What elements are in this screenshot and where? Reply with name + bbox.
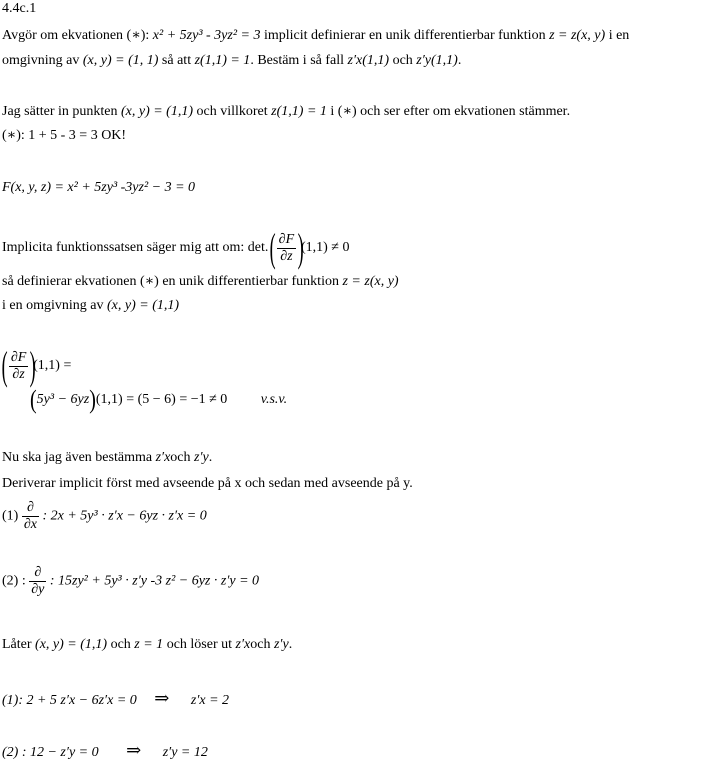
denominator: ∂z [12, 366, 25, 382]
text: i en [605, 28, 630, 43]
vsv: v.s.v. [260, 392, 288, 408]
equation-2 [2, 565, 259, 605]
zy: z′y(1,1) [416, 53, 458, 68]
zy: z′y [194, 450, 209, 465]
text: i en omgivning av [2, 298, 107, 313]
z-value: z = 1 [134, 637, 164, 652]
zy: z′y [273, 637, 289, 652]
ift-line-2 [2, 274, 399, 290]
right-paren: ) [29, 343, 36, 388]
condition: z(1,1) = 1 [271, 104, 327, 119]
lhs: (1): 2 + 5 z′x − 6z′x = 0 [2, 693, 137, 708]
zx: z′x(1,1) [347, 53, 390, 68]
ift-line-1 [2, 225, 350, 272]
numerator: ∂F [278, 231, 295, 247]
ift-line-3 [2, 298, 179, 314]
rhs: z′y = 12 [162, 745, 208, 760]
text: och [389, 53, 417, 68]
text: och löser ut [163, 637, 236, 652]
text: Jag sätter in punkten [2, 104, 121, 119]
lhs: (2) : 12 − z′y = 0 [2, 745, 99, 760]
function: z = z(x, y) [342, 274, 399, 289]
label: (1) [2, 508, 22, 524]
left-paren: ( [1, 343, 8, 388]
denominator: ∂z [280, 248, 293, 264]
label: (2) : [2, 573, 30, 589]
text: Implicita funktionssatsen säger mig att om: det. [2, 240, 272, 255]
check-line-1 [2, 104, 570, 120]
text: (1,1) ≠ 0 [300, 240, 350, 255]
solution-2 [2, 742, 208, 761]
point: (x, y) = (1,1) [35, 637, 108, 652]
text: (1,1) = (5 − 6) = −1 ≠ 0 [95, 392, 228, 408]
rhs: z′x = 2 [190, 693, 230, 708]
zx: z′x [235, 637, 251, 652]
equation: x² + 5zy³ - 3yz² = 3 [152, 28, 261, 43]
text: Låter [2, 637, 36, 652]
text: så att [158, 53, 195, 68]
numerator: ∂ [22, 500, 39, 517]
text: Avgör om ekvationen ( [2, 28, 132, 43]
F-definition: F(x, y, z) = x² + 5zy³ -3yz² − 3 = 0 [2, 180, 196, 195]
text: ) och ser efter om ekvationen stämmer. [351, 104, 571, 119]
expression: 5y³ − 6yz [36, 392, 90, 408]
denominator: ∂y [31, 582, 45, 597]
point: (x, y) = (1,1) [120, 104, 194, 119]
star-symbol: ∗ [144, 274, 155, 289]
denominator: ∂x [23, 517, 37, 532]
text: implicit definierar en unik differentierbar funktion [260, 28, 550, 43]
check-line-2: (∗): 1 + 5 - 3 = 3 OK! [2, 128, 127, 143]
text: . [208, 450, 213, 465]
nu-line-1 [2, 450, 212, 466]
partial-line-2 [30, 385, 288, 415]
text: omgivning av [2, 53, 83, 68]
problem-line-2 [2, 53, 461, 69]
nu-line-2: Deriverar implicit först med avseende på x och sedan med avseende på y. [2, 476, 413, 491]
text: . [457, 53, 462, 68]
point: (x, y) = (1, 1) [82, 53, 159, 68]
right-paren: ) [297, 225, 304, 270]
derivative-operator [29, 565, 46, 598]
implies-arrow: ⇒ [154, 688, 170, 708]
star-symbol: ∗ [6, 128, 17, 143]
right-paren: ) [89, 385, 96, 415]
equation-body: : 15zy² + 5y³ · z′y -3 z² − 6yz · z′y = 0 [49, 573, 260, 589]
partial-fraction [277, 232, 296, 265]
partial-fraction [9, 350, 28, 383]
text: ): [140, 28, 153, 43]
text: . Bestäm i så fall [250, 53, 348, 68]
later-line [2, 637, 292, 653]
text: i ( [326, 104, 343, 119]
problem-line-1 [2, 28, 629, 44]
numerator: ∂F [10, 349, 27, 365]
zx: z′x [155, 450, 171, 465]
function: z = z(x, y) [549, 28, 606, 43]
text: (1,1) = [33, 358, 72, 373]
text: och villkoret [193, 104, 272, 119]
star-symbol: ∗ [342, 104, 352, 119]
equation-body: : 2x + 5y³ · z′x − 6yz · z′x = 0 [42, 508, 207, 524]
text: och [250, 637, 274, 652]
left-paren: ( [30, 385, 37, 415]
heading: 4.4c.1 [2, 1, 37, 16]
equation-1 [2, 500, 207, 540]
derivative-operator [22, 500, 39, 533]
point: (x, y) = (1,1) [107, 298, 180, 313]
star-symbol: ∗ [131, 28, 141, 43]
text: ): 1 + 5 - 3 = 3 OK! [16, 128, 127, 143]
text: Nu ska jag även bestämma [2, 450, 156, 465]
implies-arrow: ⇒ [126, 740, 142, 760]
condition: z(1,1) = 1 [194, 53, 251, 68]
text: ) en unik differentierbar funktion [154, 274, 343, 289]
text: och [170, 450, 195, 465]
solution-1 [2, 690, 229, 709]
text: . [288, 637, 293, 652]
left-paren: ( [269, 225, 276, 270]
text: och [107, 637, 135, 652]
text: så definierar ekvationen ( [2, 274, 145, 289]
numerator: ∂ [29, 565, 46, 582]
partial-line-1 [1, 343, 72, 390]
